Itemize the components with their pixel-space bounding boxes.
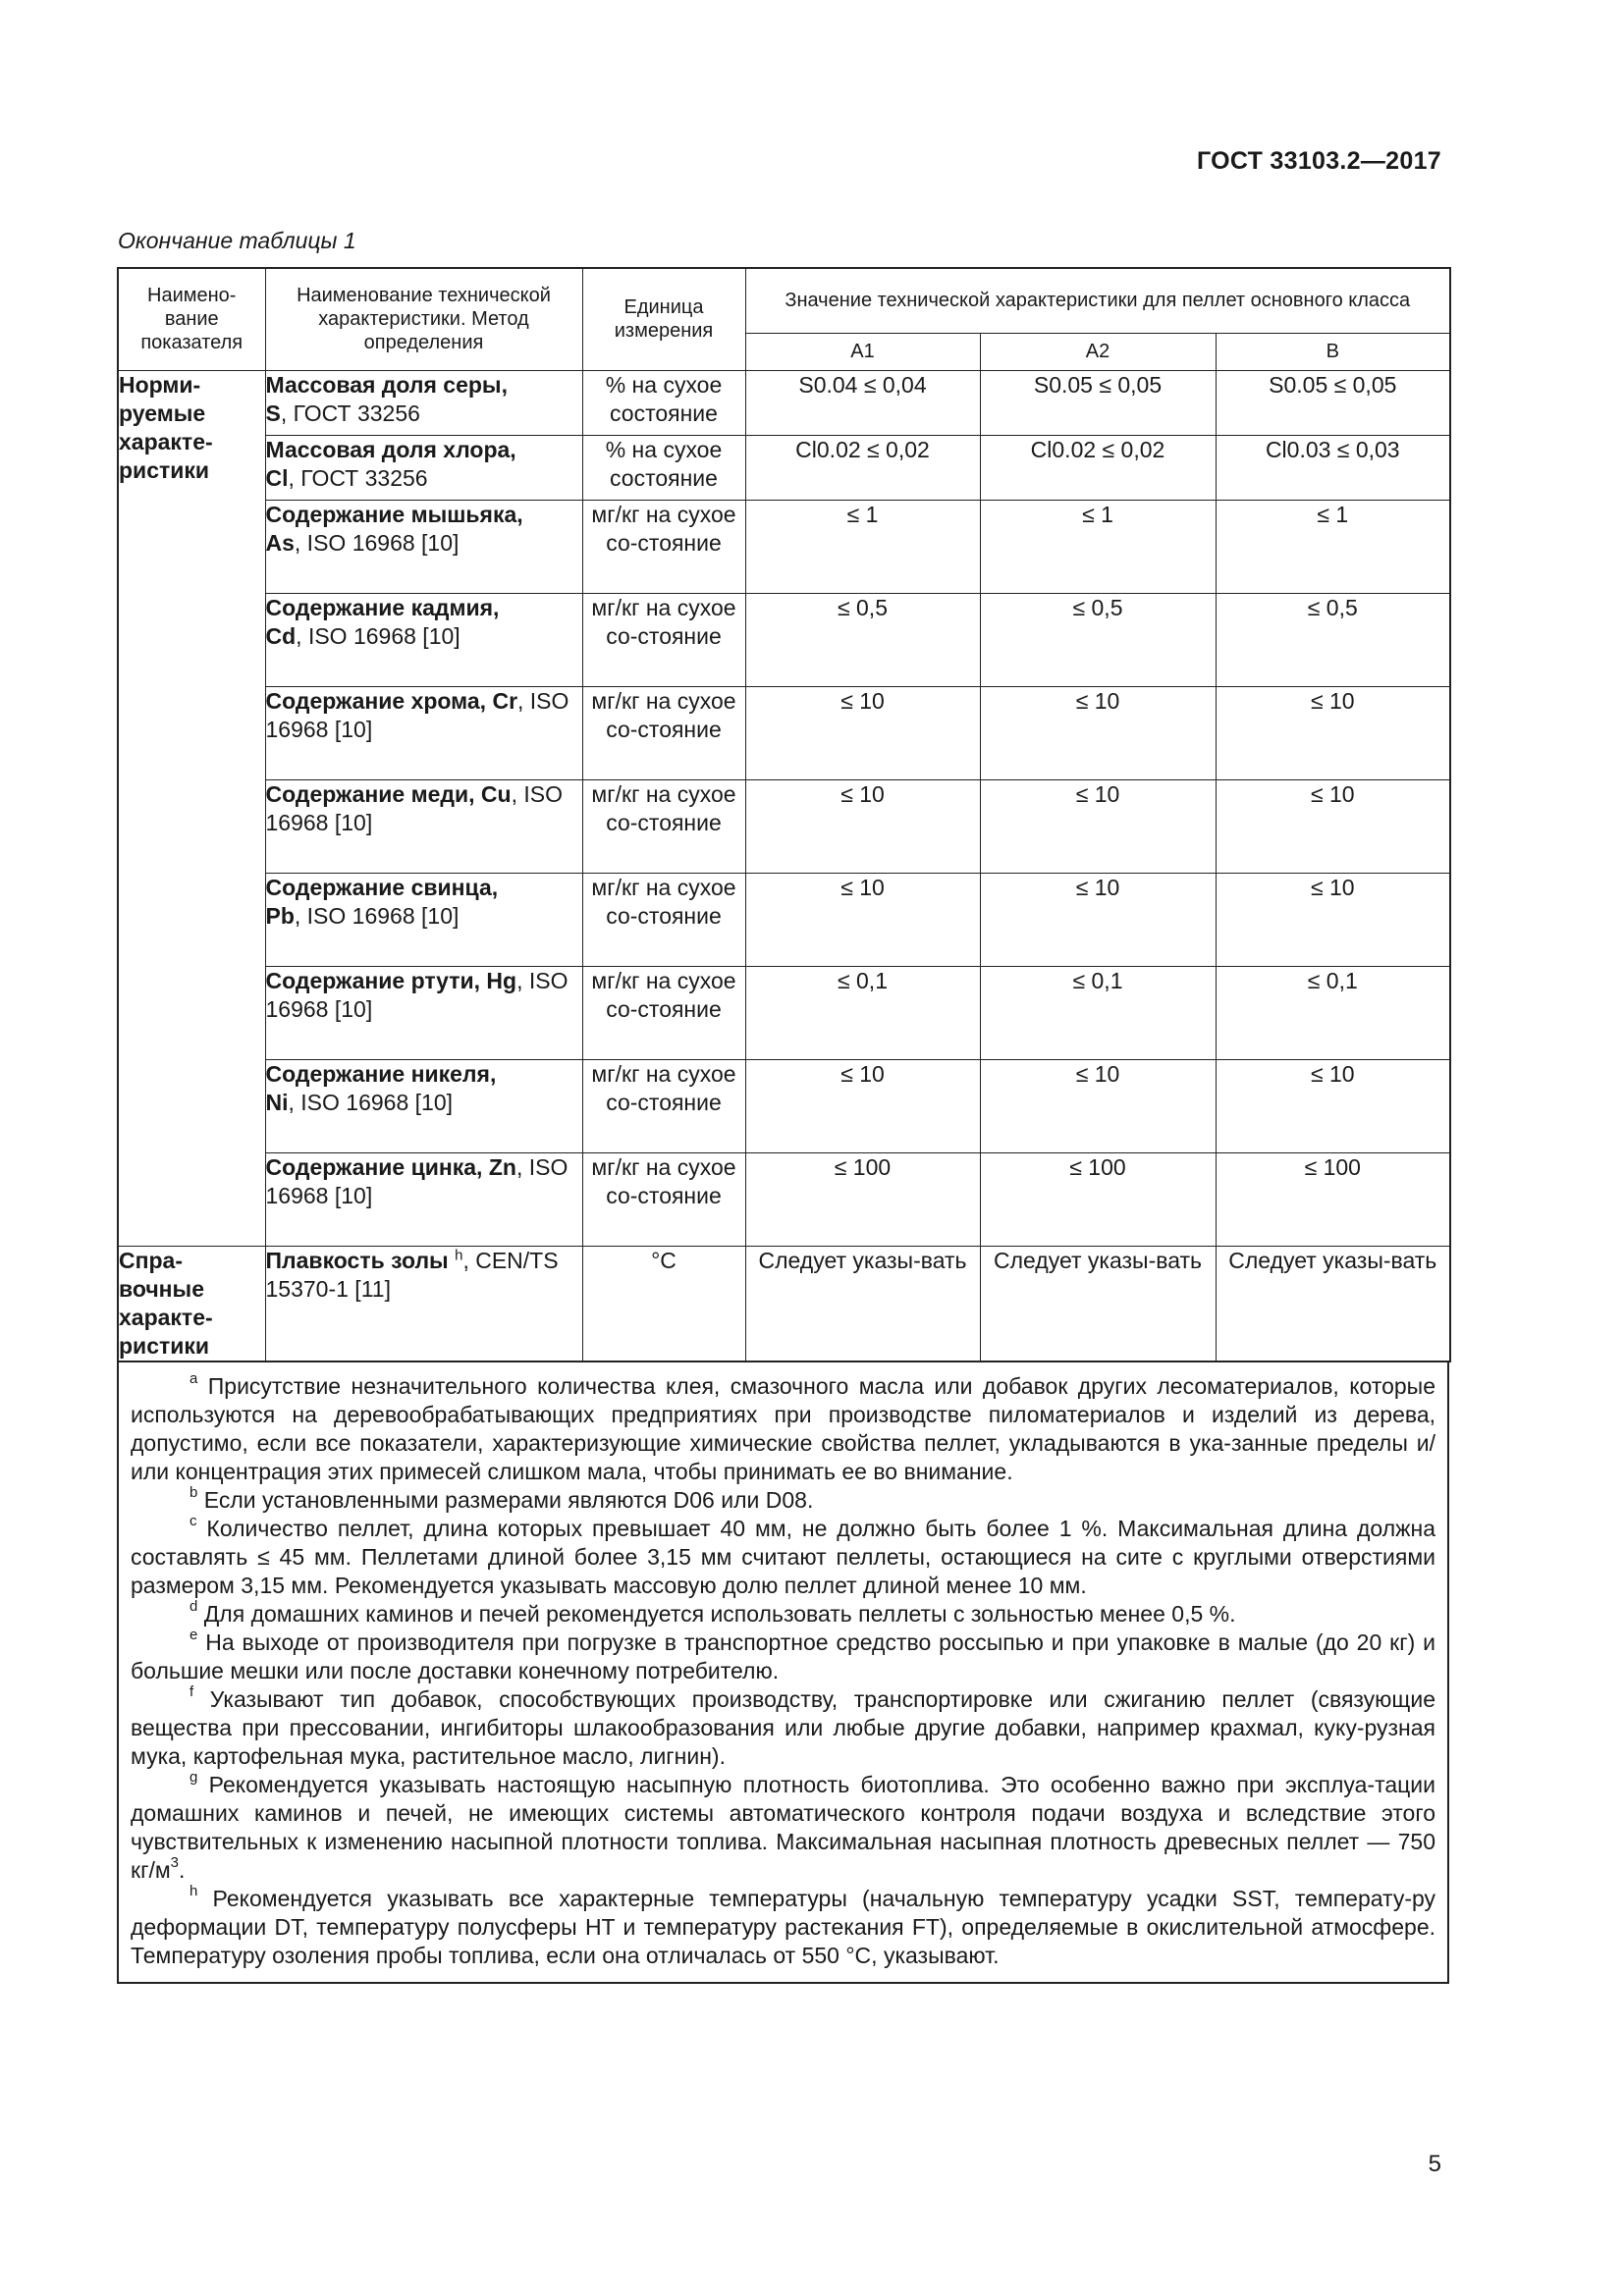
value-b: ≤ 10: [1216, 779, 1450, 873]
value-a1: ≤ 10: [745, 873, 980, 966]
unit-cell: мг/кг на сухое со-стояние: [582, 593, 745, 686]
value-a2: ≤ 100: [980, 1152, 1216, 1246]
col-header-indicator: Наимено-вание показателя: [118, 268, 265, 370]
page-header-standard: ГОСТ 33103.2—2017: [1196, 147, 1441, 175]
table-row: [118, 1246, 1450, 1362]
table-row: [118, 435, 1450, 500]
value-b: ≤ 0,1: [1216, 966, 1450, 1059]
value-a1: ≤ 10: [745, 686, 980, 779]
unit-cell: мг/кг на сухое со-стояние: [582, 1059, 745, 1152]
unit-cell: мг/кг на сухое со-стояние: [582, 500, 745, 593]
value-b: Следует указы-вать: [1216, 1246, 1450, 1362]
page-number: 5: [1428, 2151, 1441, 2177]
spec-table-container: [117, 267, 1449, 1984]
characteristic-cell: Содержание мышьяка, As, ISO 16968 [10]: [265, 500, 582, 593]
col-header-unit: Единица измерения: [582, 268, 745, 370]
unit-cell: мг/кг на сухое со-стояние: [582, 966, 745, 1059]
unit-cell: мг/кг на сухое со-стояние: [582, 1152, 745, 1246]
table-caption: Окончание таблицы 1: [118, 228, 356, 253]
value-a2: Следует указы-вать: [980, 1246, 1216, 1362]
value-a2: Cl0.02 ≤ 0,02: [980, 435, 1216, 500]
characteristic-cell: Содержание хрома, Cr, ISO 16968 [10]: [265, 686, 582, 779]
value-a1: S0.04 ≤ 0,04: [745, 370, 980, 435]
table-row: [118, 370, 1450, 435]
value-a2: ≤ 10: [980, 873, 1216, 966]
value-a1: ≤ 10: [745, 1059, 980, 1152]
col-header-class-a2: A2: [980, 333, 1216, 370]
table-row: [118, 1152, 1450, 1246]
col-header-value-group: Значение технической характеристики для пеллет основного класса: [745, 268, 1450, 333]
characteristic-cell: Массовая доля серы, S, ГОСТ 33256: [265, 370, 582, 435]
col-header-class-b: B: [1216, 333, 1450, 370]
footnote: $^b$ Если установленными размерами являются D06 или D08.: [189, 1483, 814, 1513]
characteristic-cell: Содержание цинка, Zn, ISO 16968 [10]: [265, 1152, 582, 1246]
characteristic-cell: Содержание кадмия, Cd, ISO 16968 [10]: [265, 593, 582, 686]
value-a2: S0.05 ≤ 0,05: [980, 370, 1216, 435]
value-b: ≤ 10: [1216, 686, 1450, 779]
footnote: $^h$ Рекомендуется указывать все характерные температуры (начальную температуру усадки SST, температу-ру деформации DT, температуру полусферы HT и температуру растекания FT), определяемые в окислительной атмосфере. Температуру озоления пробы топлива, если она отличалась от 550 °C, указывают.: [131, 1882, 1436, 1968]
value-a1: ≤ 0,5: [745, 593, 980, 686]
value-b: ≤ 100: [1216, 1152, 1450, 1246]
value-a1: ≤ 1: [745, 500, 980, 593]
table-row: [118, 593, 1450, 686]
value-a2: ≤ 0,1: [980, 966, 1216, 1059]
value-a2: ≤ 10: [980, 686, 1216, 779]
group-label-reference: Спра-вочные характе-ристики: [118, 1246, 265, 1362]
value-a1: Следует указы-вать: [745, 1246, 980, 1362]
unit-cell: % на сухое состояние: [582, 435, 745, 500]
unit-cell: мг/кг на сухое со-стояние: [582, 873, 745, 966]
footnote: $^g$ Рекомендуется указывать настоящую насыпную плотность биотоплива. Это особенно важно при эксплуа-тации домашних каминов и печей, не имеющих системы автоматического контроля подачи воздуха и вследствие этого чувствительных к изменению насыпной плотности топлива. Максимальная насыпная плотность древесных пеллет — 750 $кг/м^3$.: [131, 1768, 1435, 1883]
characteristic-cell: Содержание никеля, Ni, ISO 16968 [10]: [265, 1059, 582, 1152]
value-b: Cl0.03 ≤ 0,03: [1216, 435, 1450, 500]
unit-cell: мг/кг на сухое со-стояние: [582, 779, 745, 873]
table-row: [118, 500, 1450, 593]
col-header-class-a1: A1: [745, 333, 980, 370]
characteristic-cell: Содержание свинца, Pb, ISO 16968 [10]: [265, 873, 582, 966]
value-a2: ≤ 0,5: [980, 593, 1216, 686]
table-footnotes: [117, 1362, 1449, 1984]
value-b: ≤ 1: [1216, 500, 1450, 593]
value-a1: ≤ 10: [745, 779, 980, 873]
group-label-normative: Норми-руемые характе-ристики: [118, 370, 265, 1246]
value-a2: ≤ 10: [980, 779, 1216, 873]
footnote: $^c$ Количество пеллет, длина которых превышает 40 мм, не должно быть более 1 %. Максимальная длина должна составлять ≤ 45 мм. Пеллетами длиной более 3,15 мм считают пеллеты, остающиеся на сите с круглыми отверстиями размером 3,15 мм. Рекомендуется указывать массовую долю пеллет длиной менее 10 мм.: [131, 1512, 1436, 1598]
characteristic-cell: Плавкость золы $^h$, CEN/TS 15370-1 [11]: [265, 1246, 582, 1362]
unit-cell: °C: [582, 1246, 745, 1362]
characteristic-cell: Содержание ртути, Hg, ISO 16968 [10]: [265, 966, 582, 1059]
table-row: [118, 1059, 1450, 1152]
value-a2: ≤ 1: [980, 500, 1216, 593]
value-a1: ≤ 100: [745, 1152, 980, 1246]
footnote: $^a$ Присутствие незначительного количества клея, смазочного масла или добавок других лесоматериалов, которые используются на деревообрабатывающих предприятиях при производстве пиломатериалов и изделий из дерева, допустимо, если все показатели, характеризующие химические свойства пеллет, укладываются в ука-занные пределы и/или концентрация этих примесей слишком мала, чтобы принимать ее во внимание.: [131, 1369, 1435, 1484]
value-a2: ≤ 10: [980, 1059, 1216, 1152]
value-b: ≤ 0,5: [1216, 593, 1450, 686]
table-row: [118, 779, 1450, 873]
footnote: $^f$ Указывают тип добавок, способствующих производству, транспортировке или сжиганию пеллет (связующие вещества при прессовании, ингибиторы шлакообразования или любые другие добавки, например крахмал, куку-рузная мука, картофельная мука, растительное масло, лигнин).: [131, 1682, 1435, 1769]
characteristic-cell: Содержание меди, Cu, ISO 16968 [10]: [265, 779, 582, 873]
value-b: S0.05 ≤ 0,05: [1216, 370, 1450, 435]
table-row: [118, 873, 1450, 966]
table-row: [118, 966, 1450, 1059]
footnote: $^d$ Для домашних каминов и печей рекомендуется использовать пеллеты с зольностью менее 0,5 %.: [189, 1597, 1236, 1627]
footnote: $^e$ На выходе от производителя при погрузке в транспортное средство россыпью и при упаковке в малые (до 20 кг) и большие мешки или после доставки конечному потребителю.: [131, 1626, 1435, 1683]
spec-table: [117, 267, 1451, 1362]
value-a1: ≤ 0,1: [745, 966, 980, 1059]
value-a1: Cl0.02 ≤ 0,02: [745, 435, 980, 500]
unit-cell: мг/кг на сухое со-стояние: [582, 686, 745, 779]
col-header-characteristic: Наименование технической характеристики. Метод определения: [265, 268, 582, 370]
table-row: [118, 686, 1450, 779]
value-b: ≤ 10: [1216, 873, 1450, 966]
table-body: [118, 370, 1450, 1362]
characteristic-cell: Массовая доля хлора, Cl, ГОСТ 33256: [265, 435, 582, 500]
unit-cell: % на сухое состояние: [582, 370, 745, 435]
value-b: ≤ 10: [1216, 1059, 1450, 1152]
